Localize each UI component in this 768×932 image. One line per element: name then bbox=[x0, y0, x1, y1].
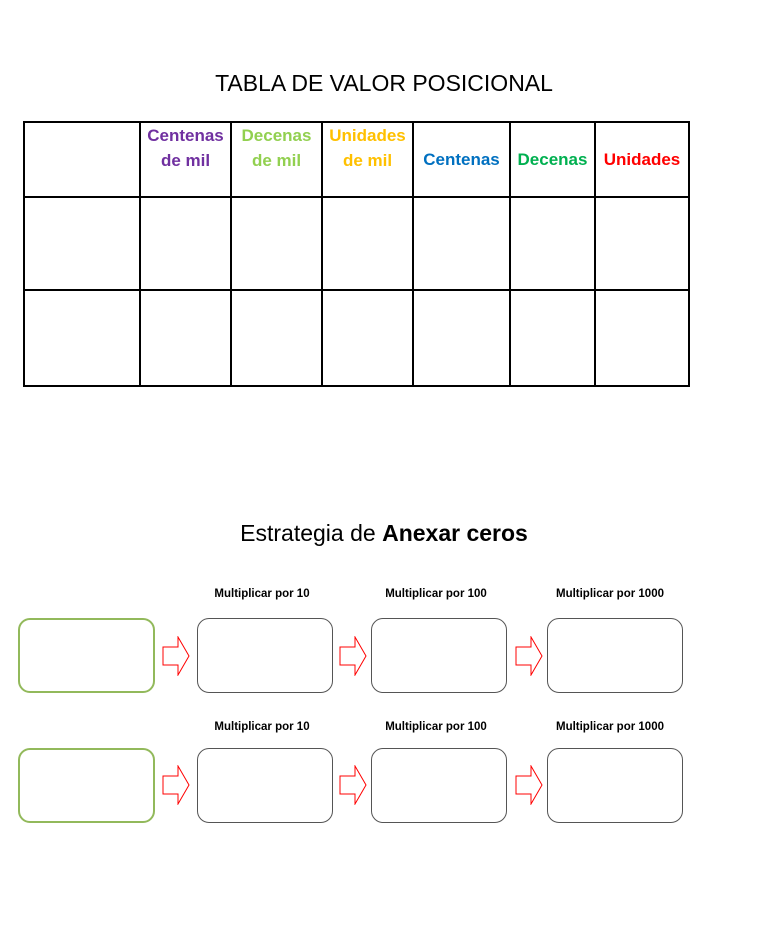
table-cell[interactable] bbox=[510, 197, 595, 290]
right-arrow-icon bbox=[339, 765, 367, 805]
table-header-empty-cell bbox=[24, 122, 140, 197]
multiply-label-1000: Multiplicar por 1000 bbox=[555, 588, 664, 600]
table-cell[interactable] bbox=[413, 197, 510, 290]
right-arrow-icon bbox=[515, 636, 543, 676]
result-box-x1000[interactable] bbox=[547, 748, 683, 823]
header-line1: Decenas bbox=[241, 126, 312, 145]
result-box-x10[interactable] bbox=[197, 748, 333, 823]
right-arrow-icon bbox=[162, 765, 190, 805]
table-cell[interactable] bbox=[231, 197, 322, 290]
header-centenas-de-mil bbox=[140, 122, 231, 197]
page-title: TABLA DE VALOR POSICIONAL bbox=[215, 70, 553, 96]
strategy-title-prefix: Estrategia de bbox=[240, 520, 383, 546]
table-cell[interactable] bbox=[510, 290, 595, 386]
table-cell[interactable] bbox=[140, 290, 231, 386]
multiply-label-100: Multiplicar por 100 bbox=[385, 721, 487, 733]
result-box-x10[interactable] bbox=[197, 618, 333, 693]
header-centenas bbox=[413, 122, 510, 197]
right-arrow-icon bbox=[515, 765, 543, 805]
table-cell[interactable] bbox=[322, 197, 413, 290]
header-line1: Decenas bbox=[517, 150, 588, 169]
table-cell[interactable] bbox=[595, 290, 689, 386]
table-cell[interactable] bbox=[595, 197, 689, 290]
header-decenas bbox=[510, 122, 595, 197]
header-line2: de mil bbox=[160, 151, 211, 170]
place-value-table bbox=[23, 121, 690, 387]
start-number-box[interactable] bbox=[18, 618, 155, 693]
header-line1: Centenas bbox=[147, 126, 224, 145]
right-arrow-icon bbox=[162, 636, 190, 676]
multiply-label-10: Multiplicar por 10 bbox=[214, 721, 310, 733]
table-cell[interactable] bbox=[231, 290, 322, 386]
multiply-label-10: Multiplicar por 10 bbox=[214, 588, 310, 600]
header-line1: Centenas bbox=[423, 150, 500, 169]
multiply-label-100: Multiplicar por 100 bbox=[385, 588, 487, 600]
header-line2: de mil bbox=[342, 151, 393, 170]
header-unidades-de-mil bbox=[322, 122, 413, 197]
header-unidades bbox=[595, 122, 689, 197]
strategy-title bbox=[0, 518, 768, 548]
table-row bbox=[24, 290, 689, 386]
right-arrow-icon bbox=[339, 636, 367, 676]
result-box-x1000[interactable] bbox=[547, 618, 683, 693]
result-box-x100[interactable] bbox=[371, 748, 507, 823]
start-number-box[interactable] bbox=[18, 748, 155, 823]
strategy-title-bold: Anexar ceros bbox=[382, 520, 528, 546]
row-label-cell[interactable] bbox=[24, 290, 140, 386]
row-label-cell[interactable] bbox=[24, 197, 140, 290]
table-cell[interactable] bbox=[140, 197, 231, 290]
multiply-label-1000: Multiplicar por 1000 bbox=[555, 721, 664, 733]
header-decenas-de-mil bbox=[231, 122, 322, 197]
header-line2: de mil bbox=[251, 151, 302, 170]
header-line1: Unidades bbox=[603, 150, 681, 169]
table-header-row bbox=[24, 122, 689, 197]
table-cell[interactable] bbox=[322, 290, 413, 386]
result-box-x100[interactable] bbox=[371, 618, 507, 693]
table-cell[interactable] bbox=[413, 290, 510, 386]
header-line1: Unidades bbox=[329, 126, 406, 145]
table-row bbox=[24, 197, 689, 290]
